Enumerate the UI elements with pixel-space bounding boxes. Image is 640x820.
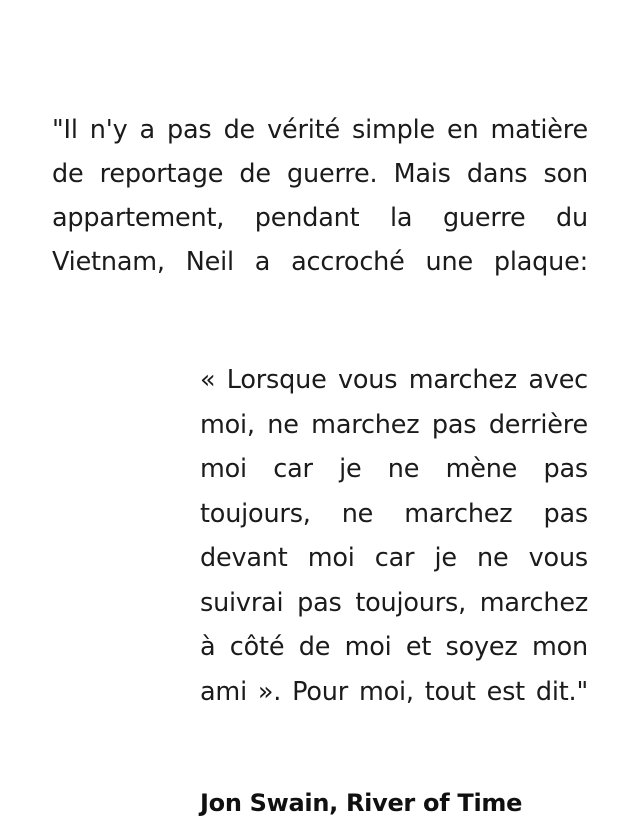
inner-quote-text: « Lorsque vous marchez avec moi, ne marchez pas derrière moi car je ne mène pas toujours, ne marchez pas devant moi car je ne vous suivrai pas toujours, marchez à côté de moi et soyez mon ami ». Pour moi, tout est dit." xyxy=(200,365,588,707)
inner-quote-block xyxy=(52,358,588,759)
intro-quote-text: "Il n'y a pas de vérité simple en matière de reportage de guerre. Mais dans son appartement, pendant la guerre du Vietnam, Neil a accroché une plaque: xyxy=(52,115,588,277)
attribution-block xyxy=(52,787,588,819)
attribution-text: Jon Swain, River of Time xyxy=(200,788,523,817)
